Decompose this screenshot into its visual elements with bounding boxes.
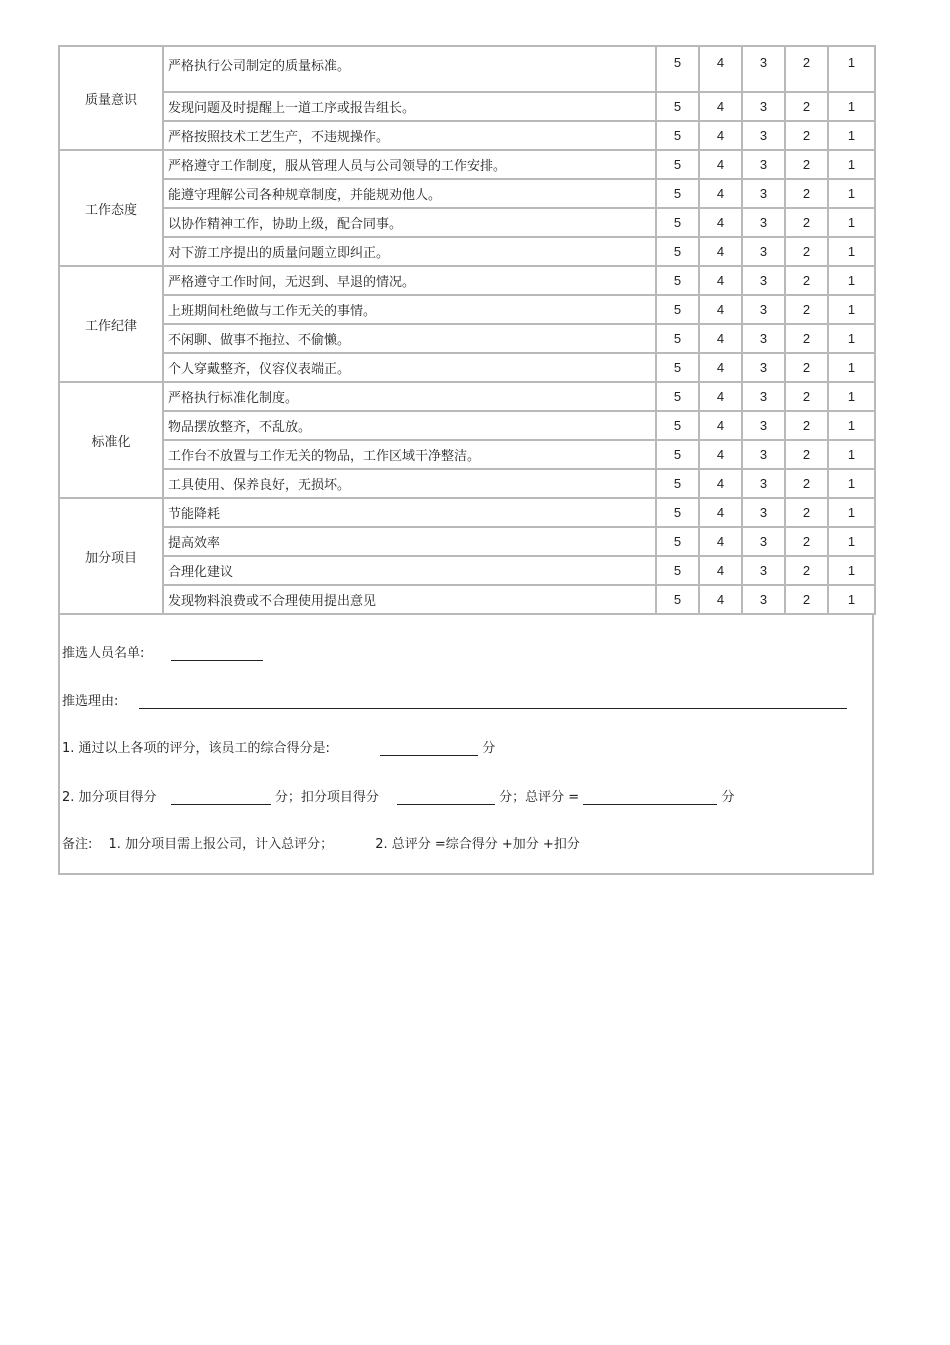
score-option[interactable]: 5 [656, 382, 699, 411]
score-option[interactable]: 2 [785, 382, 828, 411]
score-option[interactable]: 5 [656, 353, 699, 382]
score-option[interactable]: 3 [742, 121, 785, 150]
score-option[interactable]: 5 [656, 150, 699, 179]
score-option[interactable]: 1 [828, 498, 875, 527]
nominee-label: 推选人员名单: [62, 646, 145, 661]
composite-score-unit: 分 [482, 741, 496, 756]
score-option[interactable]: 5 [656, 179, 699, 208]
table-row [59, 237, 875, 266]
evaluation-table [58, 45, 876, 615]
score-option[interactable]: 5 [656, 208, 699, 237]
score-option[interactable]: 5 [656, 324, 699, 353]
score-option[interactable]: 2 [785, 237, 828, 266]
score-option[interactable]: 1 [828, 208, 875, 237]
score-option[interactable]: 1 [828, 585, 875, 614]
table-row [59, 556, 875, 585]
score-option[interactable]: 5 [656, 527, 699, 556]
score-option[interactable]: 4 [699, 411, 742, 440]
score-option[interactable]: 2 [785, 527, 828, 556]
score-option[interactable]: 2 [785, 295, 828, 324]
nominee-line [62, 642, 263, 661]
score-option[interactable]: 2 [785, 92, 828, 121]
table-row [59, 527, 875, 556]
score-option[interactable]: 3 [742, 295, 785, 324]
score-option[interactable]: 1 [828, 440, 875, 469]
nominee-blank[interactable] [171, 646, 263, 661]
criterion-text: 工具使用、保养良好，无损坏。 [163, 469, 656, 498]
score-option[interactable]: 2 [785, 585, 828, 614]
table-row [59, 353, 875, 382]
score-option[interactable]: 4 [699, 266, 742, 295]
score-option[interactable]: 4 [699, 208, 742, 237]
category-label: 质量意识 [59, 46, 163, 150]
score-option[interactable]: 3 [742, 556, 785, 585]
score-option[interactable]: 1 [828, 353, 875, 382]
criterion-text: 个人穿戴整齐，仪容仪表端正。 [163, 353, 656, 382]
score-option[interactable]: 2 [785, 469, 828, 498]
table-row [59, 179, 875, 208]
category-label: 标准化 [59, 382, 163, 498]
score-option[interactable]: 5 [656, 46, 699, 92]
score-option[interactable]: 3 [742, 382, 785, 411]
score-option[interactable]: 3 [742, 237, 785, 266]
score-option[interactable]: 2 [785, 556, 828, 585]
score-option[interactable]: 1 [828, 527, 875, 556]
score-option[interactable]: 1 [828, 324, 875, 353]
score-option[interactable]: 1 [828, 469, 875, 498]
criterion-text: 严格执行标准化制度。 [163, 382, 656, 411]
reason-blank[interactable] [139, 694, 847, 709]
score-option[interactable]: 2 [785, 411, 828, 440]
note-1: 1. 加分项目需上报公司，计入总评分； [108, 837, 334, 852]
criterion-text: 工作台不放置与工作无关的物品，工作区域干净整洁。 [163, 440, 656, 469]
score-option[interactable]: 1 [828, 237, 875, 266]
score-option[interactable]: 1 [828, 179, 875, 208]
score-option[interactable]: 4 [699, 353, 742, 382]
table-row [59, 585, 875, 614]
score-option[interactable]: 1 [828, 92, 875, 121]
score-option[interactable]: 3 [742, 353, 785, 382]
score-option[interactable]: 1 [828, 266, 875, 295]
score-option[interactable]: 3 [742, 498, 785, 527]
score-option[interactable]: 3 [742, 527, 785, 556]
deduction-label: 分；扣分项目得分 [274, 790, 379, 805]
score-option[interactable]: 4 [699, 179, 742, 208]
criterion-text: 严格遵守工作制度，服从管理人员与公司领导的工作安排。 [163, 150, 656, 179]
total-blank[interactable] [583, 790, 717, 805]
score-summary-line [62, 786, 734, 805]
note-2: 2. 总评分 =综合得分 +加分 +扣分 [375, 837, 580, 852]
criterion-text: 严格遵守工作时间，无迟到、早退的情况。 [163, 266, 656, 295]
score-option[interactable]: 2 [785, 324, 828, 353]
table-row [59, 498, 875, 527]
score-option[interactable]: 5 [656, 92, 699, 121]
table-row [59, 92, 875, 121]
score-option[interactable]: 4 [699, 237, 742, 266]
criterion-text: 发现问题及时提醒上一道工序或报告组长。 [163, 92, 656, 121]
table-row [59, 382, 875, 411]
criterion-text: 能遵守理解公司各种规章制度，并能规劝他人。 [163, 179, 656, 208]
score-option[interactable]: 2 [785, 121, 828, 150]
criterion-text: 不闲聊、做事不拖拉、不偷懒。 [163, 324, 656, 353]
score-option[interactable]: 1 [828, 556, 875, 585]
criterion-text: 提高效率 [163, 527, 656, 556]
score-option[interactable]: 5 [656, 469, 699, 498]
reason-line [62, 690, 847, 709]
score-option[interactable]: 1 [828, 150, 875, 179]
score-option[interactable]: 2 [785, 440, 828, 469]
criterion-text: 合理化建议 [163, 556, 656, 585]
score-option[interactable]: 4 [699, 556, 742, 585]
table-row [59, 208, 875, 237]
total-label: 分；总评分 = [499, 790, 580, 805]
table-row [59, 324, 875, 353]
score-option[interactable]: 3 [742, 411, 785, 440]
score-option[interactable]: 4 [699, 295, 742, 324]
score-option[interactable]: 5 [656, 556, 699, 585]
bonus-blank[interactable] [171, 790, 271, 805]
note-label: 备注: [62, 837, 93, 852]
criterion-text: 上班期间杜绝做与工作无关的事情。 [163, 295, 656, 324]
score-option[interactable]: 5 [656, 440, 699, 469]
score-option[interactable]: 4 [699, 92, 742, 121]
score-option[interactable]: 3 [742, 150, 785, 179]
composite-score-blank[interactable] [380, 741, 478, 756]
footer-section [58, 615, 874, 875]
score-option[interactable]: 4 [699, 150, 742, 179]
score-option[interactable]: 2 [785, 150, 828, 179]
notes-line [62, 833, 580, 852]
score-option[interactable]: 2 [785, 179, 828, 208]
criterion-text: 发现物料浪费或不合理使用提出意见 [163, 585, 656, 614]
table-row [59, 440, 875, 469]
score-option[interactable]: 3 [742, 469, 785, 498]
score-option[interactable]: 3 [742, 440, 785, 469]
score-option[interactable]: 5 [656, 295, 699, 324]
score-option[interactable]: 1 [828, 46, 875, 92]
score-option[interactable]: 2 [785, 46, 828, 92]
category-label: 工作纪律 [59, 266, 163, 382]
score-option[interactable]: 2 [785, 353, 828, 382]
score-option[interactable]: 5 [656, 585, 699, 614]
score-option[interactable]: 4 [699, 585, 742, 614]
criterion-text: 物品摆放整齐，不乱放。 [163, 411, 656, 440]
score-option[interactable]: 1 [828, 382, 875, 411]
table-row [59, 469, 875, 498]
score-option[interactable]: 4 [699, 121, 742, 150]
criterion-text: 严格按照技术工艺生产，不违规操作。 [163, 121, 656, 150]
score-option[interactable]: 4 [699, 440, 742, 469]
reason-label: 推选理由: [62, 694, 119, 709]
score-option[interactable]: 5 [656, 266, 699, 295]
category-label: 加分项目 [59, 498, 163, 614]
score-option[interactable]: 3 [742, 92, 785, 121]
criterion-text: 严格执行公司制定的质量标准。 [163, 46, 656, 92]
criterion-text: 以协作精神工作，协助上级，配合同事。 [163, 208, 656, 237]
score-option[interactable]: 5 [656, 237, 699, 266]
evaluation-form [58, 45, 874, 875]
composite-score-text: 1. 通过以上各项的评分，该员工的综合得分是: [62, 741, 330, 756]
score-option[interactable]: 4 [699, 324, 742, 353]
score-option[interactable]: 5 [656, 498, 699, 527]
score-option[interactable]: 5 [656, 121, 699, 150]
table-row [59, 46, 875, 92]
score-option[interactable]: 3 [742, 585, 785, 614]
score-option[interactable]: 3 [742, 324, 785, 353]
score-option[interactable]: 2 [785, 498, 828, 527]
score-option[interactable]: 4 [699, 382, 742, 411]
score-option[interactable]: 1 [828, 295, 875, 324]
criterion-text: 节能降耗 [163, 498, 656, 527]
criterion-text: 对下游工序提出的质量问题立即纠正。 [163, 237, 656, 266]
table-row [59, 121, 875, 150]
total-unit: 分 [721, 790, 735, 805]
score-option[interactable]: 1 [828, 121, 875, 150]
score-option[interactable]: 2 [785, 208, 828, 237]
score-option[interactable]: 4 [699, 498, 742, 527]
score-option[interactable]: 3 [742, 179, 785, 208]
score-option[interactable]: 5 [656, 411, 699, 440]
table-row [59, 266, 875, 295]
table-row [59, 150, 875, 179]
table-row [59, 411, 875, 440]
bonus-label: 2. 加分项目得分 [62, 790, 157, 805]
category-label: 工作态度 [59, 150, 163, 266]
score-option[interactable]: 4 [699, 527, 742, 556]
score-option[interactable]: 1 [828, 411, 875, 440]
deduction-blank[interactable] [397, 790, 495, 805]
score-option[interactable]: 3 [742, 46, 785, 92]
score-option[interactable]: 4 [699, 46, 742, 92]
score-option[interactable]: 4 [699, 469, 742, 498]
score-option[interactable]: 3 [742, 208, 785, 237]
score-option[interactable]: 3 [742, 266, 785, 295]
composite-score-line [62, 737, 495, 756]
score-option[interactable]: 2 [785, 266, 828, 295]
table-row [59, 295, 875, 324]
